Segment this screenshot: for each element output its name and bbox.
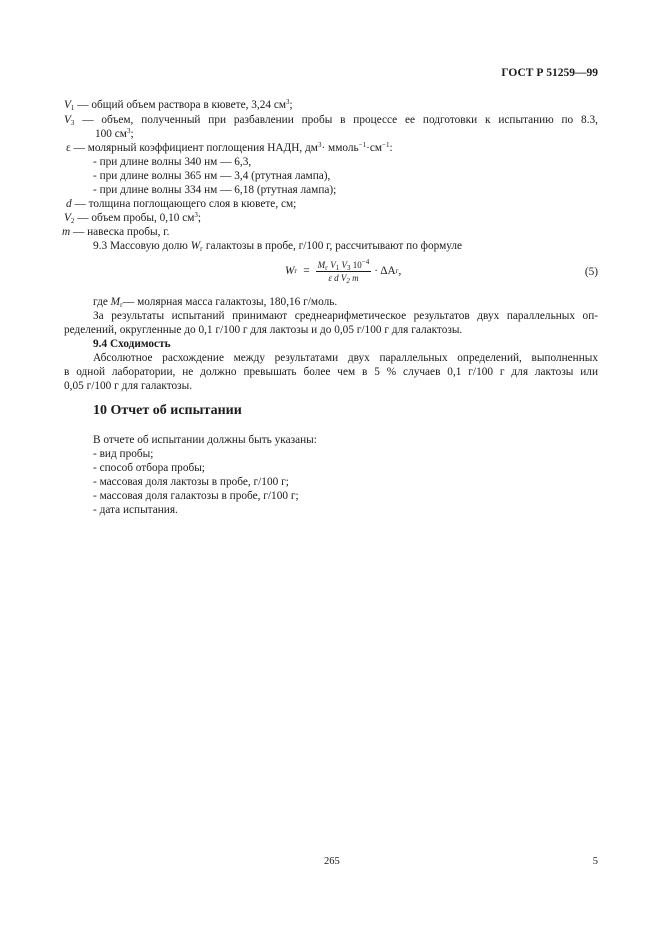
definition-m	[62, 225, 169, 239]
definition-text: — объем, полученный при разбавлении пробы в процессе ее подготовки к испытанию по 8.3,	[82, 114, 598, 126]
unit-superscript-2: −1	[358, 141, 367, 149]
numerator-v1: V	[330, 259, 336, 270]
paragraph-9-3	[93, 239, 462, 253]
page-number-center: 265	[324, 856, 340, 867]
denominator-sub: 2	[346, 276, 350, 285]
numerator-m-sub: г	[325, 263, 329, 272]
definition-epsilon	[66, 141, 393, 155]
symbol-subscript: 3	[70, 119, 75, 127]
symbol: V	[64, 212, 71, 224]
where-word: где	[93, 296, 108, 308]
result-paragraph-line2: ределений, округленные до 0,1 г/100 г для лактозы и до 0,05 г/100 г для галактозы.	[64, 324, 463, 336]
symbol: M	[110, 296, 121, 308]
unit-superscript-3: −1	[382, 141, 390, 149]
paragraph-text-rest: галактозы в пробе, г/100 г, рассчитывают по формуле	[205, 240, 463, 252]
symbol-subscript: г	[200, 245, 203, 253]
formula-lhs: W	[285, 265, 295, 277]
section-9-4-line1: Абсолютное расхождение между результатами двух параллельных определений, выполненных	[93, 352, 598, 364]
formula-5: W г = $\frac{M_г V_1 V_3 10^{-4}}{\varepsilon d V_2 m}$ · ΔA г ,	[285, 257, 402, 285]
continuation-tail: ;	[130, 128, 134, 140]
continuation-text: 100 см	[95, 128, 127, 140]
page-number-right: 5	[592, 856, 598, 867]
numerator-v1-sub: 1	[335, 263, 340, 272]
numerator-v3-sub: 3	[347, 263, 351, 272]
report-item: - массовая доля лактозы в пробе, г/100 г;	[93, 476, 289, 488]
unit-mid-2: ·см	[366, 142, 383, 154]
wavelength-item: - при длине волны 334 нм — 6,18 (ртутная лампа);	[93, 184, 337, 196]
symbol: m	[62, 226, 71, 238]
definition-d	[66, 197, 296, 211]
report-item: - вид пробы;	[93, 448, 154, 460]
section-9-4-title: 9.4 Сходимость	[93, 338, 171, 350]
formula-number: (5)	[584, 266, 598, 278]
definition-tail: ;	[197, 212, 202, 224]
paragraph-text: 9.3 Массовую долю	[93, 240, 188, 252]
where-text: — молярная масса галактозы, 180,16 г/моль.	[122, 296, 338, 308]
section-10-title: 10 Отчет об испытании	[93, 403, 242, 418]
unit-superscript: 3	[286, 98, 290, 106]
where-clause	[93, 295, 337, 309]
formula-tail: ,	[398, 265, 402, 277]
numerator-power-base: 10	[352, 259, 362, 270]
definition-text: — навеска пробы, г.	[73, 226, 170, 238]
symbol-subscript: 2	[70, 217, 75, 225]
result-paragraph-line1: За результаты испытаний принимают среднеарифметическое результатов двух параллельных оп-	[93, 310, 598, 322]
unit-mid: · ммоль	[321, 142, 359, 154]
denominator-part: ε d V	[328, 272, 347, 283]
definition-tail: ;	[289, 99, 293, 111]
section-9-4-line2: в одной лаборатории, не должно превышать более чем в 5 % случаев 0,1 г/100 г для лактозы или	[64, 366, 598, 378]
report-item: - дата испытания.	[93, 504, 178, 516]
formula-delta: · ΔA	[374, 265, 396, 277]
symbol-subscript: г	[120, 301, 123, 309]
report-item: - массовая доля галактозы в пробе, г/100 г;	[93, 490, 299, 502]
symbol: W	[190, 240, 201, 252]
definition-v2	[64, 211, 201, 225]
report-item: - способ отбора пробы;	[93, 462, 205, 474]
numerator-exponent: −4	[361, 257, 370, 266]
unit-superscript: 3	[317, 141, 322, 149]
definition-text: — молярный коэффициент поглощения НАДН, дм	[73, 142, 318, 154]
unit-superscript: 3	[126, 127, 131, 135]
definition-tail: :	[389, 142, 393, 154]
document-code: ГОСТ Р 51259—99	[501, 67, 598, 79]
denominator-m: m	[349, 272, 359, 283]
definition-text: — объем пробы, 0,10 см	[77, 212, 195, 224]
formula-fraction	[316, 257, 372, 285]
formula-denominator	[316, 272, 372, 283]
definition-text: — общий объем раствора в кювете, 3,24 см	[77, 99, 287, 111]
symbol: d	[66, 198, 72, 210]
definition-v3-continuation	[95, 127, 134, 141]
wavelength-item: - при длине волны 365 нм — 3,4 (ртутная лампа),	[93, 170, 331, 182]
symbol-subscript: 1	[70, 104, 75, 112]
definition-text: — толщина поглощающего слоя в кювете, см;	[74, 198, 297, 210]
section-10-intro: В отчете об испытании должны быть указаны:	[93, 434, 317, 446]
unit-superscript: 3	[194, 211, 198, 219]
formula-equals: =	[303, 265, 310, 277]
formula-numerator	[316, 257, 372, 272]
symbol: ε	[66, 142, 71, 154]
definition-v1	[64, 98, 293, 112]
definition-v3	[64, 113, 598, 127]
section-9-4-line3: 0,05 г/100 г для галактозы.	[64, 380, 193, 392]
symbol: V	[64, 99, 71, 111]
numerator-v3: V	[341, 259, 348, 270]
wavelength-item: - при длине волны 340 нм — 6,3,	[93, 156, 252, 168]
numerator-m: M	[317, 259, 326, 270]
symbol: V	[64, 114, 71, 126]
